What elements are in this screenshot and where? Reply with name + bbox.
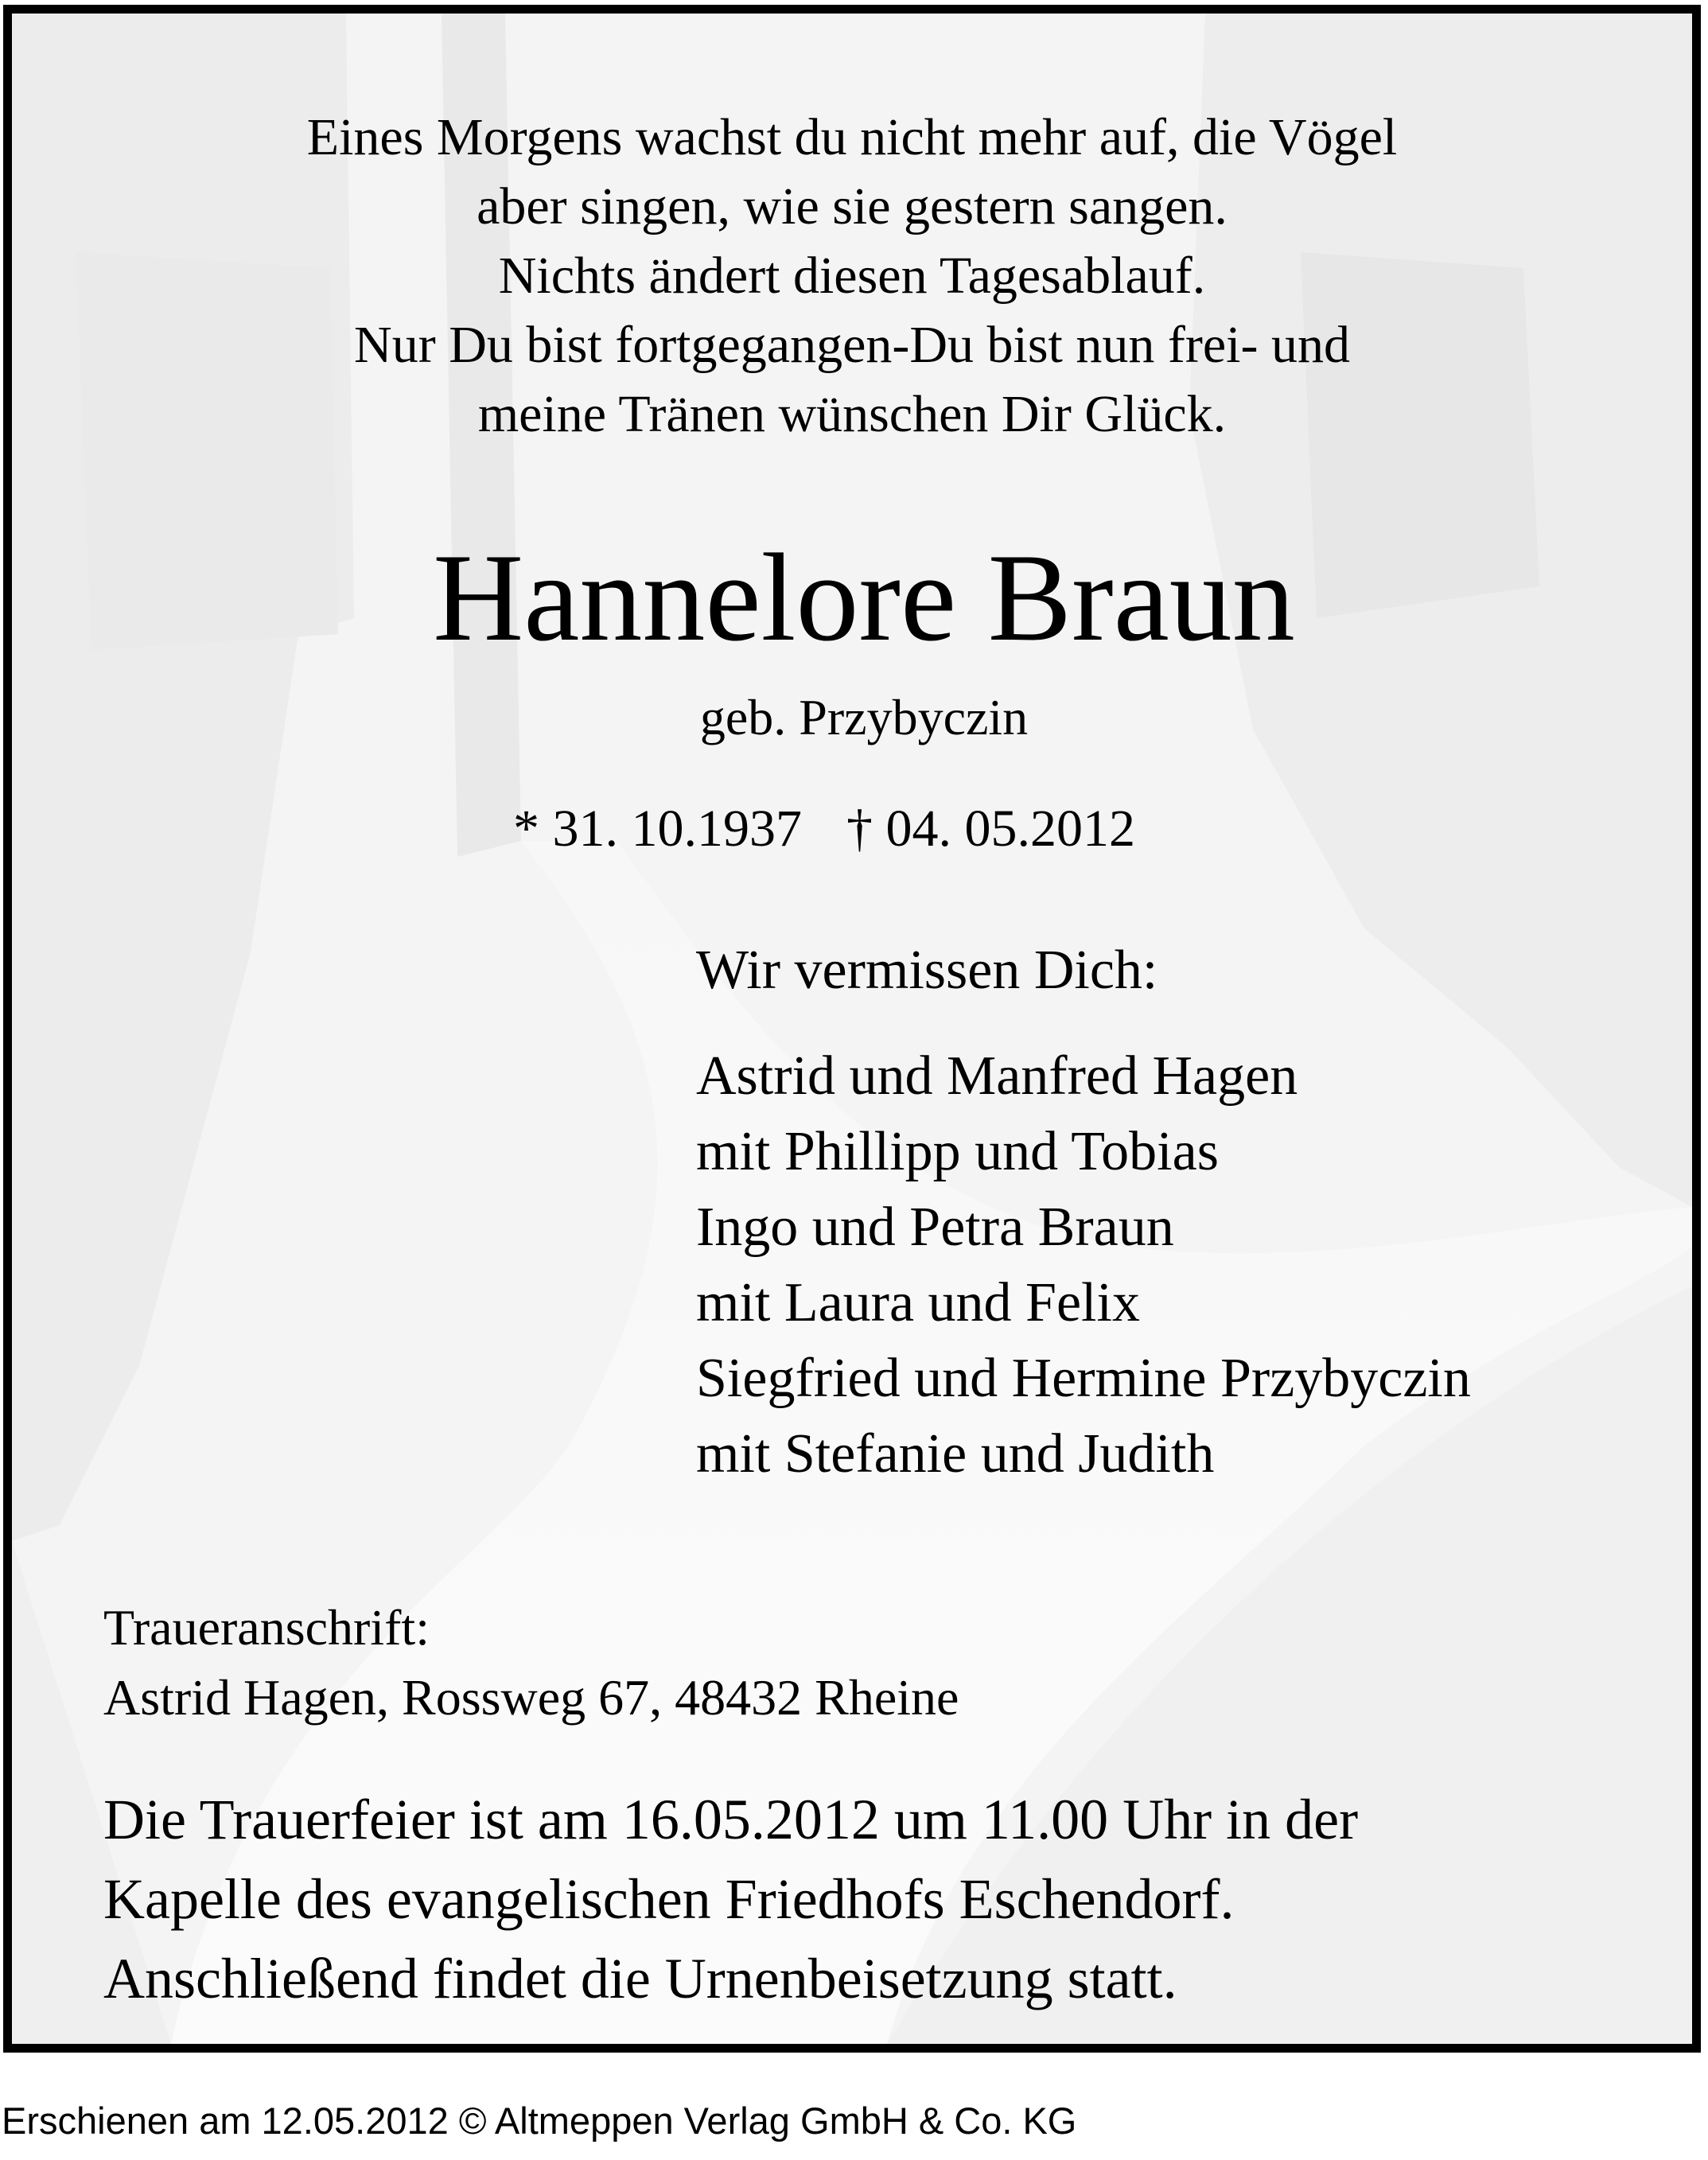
publication-footer: Erschienen am 12.05.2012 © Altmeppen Verlag GmbH & Co. KG (2, 2100, 1077, 2142)
verse-line: Nur Du bist fortgegangen-Du bist nun frei- und (354, 316, 1350, 374)
verse-line: aber singen, wie sie gestern sangen. (477, 177, 1228, 235)
death-date: † 04. 05.2012 (846, 800, 1135, 858)
mourners-heading: Wir vermissen Dich: (696, 940, 1158, 1001)
mourner-line: mit Stefanie und Judith (696, 1423, 1215, 1485)
mourner-line: mit Laura und Felix (696, 1272, 1140, 1333)
mourners-list (696, 1038, 1471, 1492)
birth-date: * 31. 10.1937 (513, 800, 802, 858)
obituary-frame (3, 5, 1701, 2053)
mourning-address (103, 1593, 959, 1733)
verse-line: Nichts ändert diesen Tagesablauf. (498, 247, 1206, 305)
verse-line: Eines Morgens wachst du nicht mehr auf, die Vögel (306, 108, 1398, 166)
verse-poem (12, 103, 1692, 449)
ceremony-line: Anschließend findet die Urnenbeisetzung statt. (103, 1947, 1177, 2010)
mourner-line: mit Phillipp und Tobias (696, 1121, 1219, 1182)
ceremony-line: Kapelle des evangelischen Friedhofs Eschendorf. (103, 1867, 1235, 1931)
mourner-line: Ingo und Petra Braun (696, 1197, 1174, 1258)
mourner-line: Astrid und Manfred Hagen (696, 1045, 1298, 1107)
address-label: Traueranschrift: (103, 1599, 430, 1656)
life-dates (513, 797, 1135, 861)
ceremony-line: Die Trauerfeier ist am 16.05.2012 um 11.00 Uhr in der (103, 1788, 1359, 1851)
verse-line: meine Tränen wünschen Dir Glück. (477, 385, 1227, 443)
mourner-line: Siegfried und Hermine Przybyczin (696, 1348, 1471, 1409)
ceremony-notice (103, 1780, 1358, 2018)
address-value: Astrid Hagen, Rossweg 67, 48432 Rheine (103, 1669, 959, 1726)
deceased-birth-name: geb. Przybyczin (699, 689, 1029, 745)
deceased-name: Hannelore Braun (433, 528, 1295, 667)
